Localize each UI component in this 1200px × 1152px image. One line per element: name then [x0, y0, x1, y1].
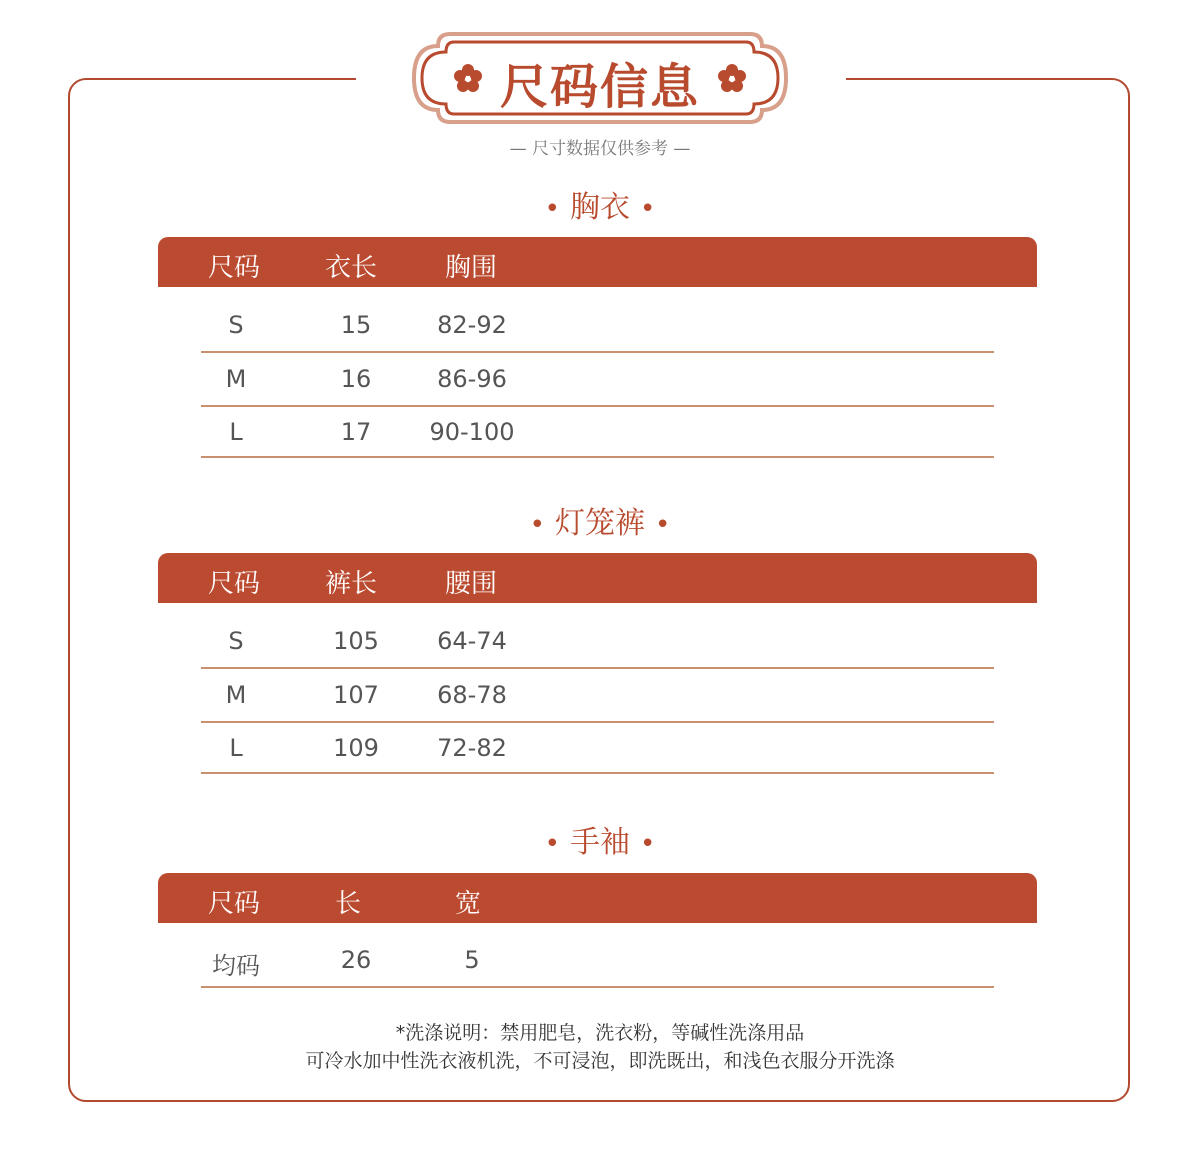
table-header [158, 553, 1037, 603]
table-cell: 82-92 [437, 311, 507, 339]
column-header: 胸围 [445, 253, 498, 283]
column-header: 宽 [455, 889, 482, 919]
table-cell: 26 [340, 946, 372, 974]
table-cell: 16 [340, 365, 372, 393]
row-divider [201, 772, 994, 774]
table-cell: 68-78 [437, 681, 507, 709]
table-cell: M [225, 365, 247, 393]
column-header: 长 [335, 889, 362, 919]
table-cell: 105 [333, 627, 379, 655]
table-cell: 109 [333, 734, 379, 762]
wash-note-line2: 可冷水加中性洗衣液机洗，不可浸泡，即洗既出，和浅色衣服分开洗涤 [305, 1050, 895, 1072]
column-header: 裤长 [325, 569, 378, 599]
column-header: 腰围 [445, 569, 498, 599]
section-title-sleeves: • 手袖 • [544, 825, 656, 860]
table-cell: 均码 [212, 952, 260, 980]
column-header: 衣长 [325, 253, 378, 283]
section-title-text: 胸衣 [570, 190, 630, 225]
row-divider [201, 351, 994, 353]
table-cell: 15 [340, 311, 372, 339]
table-cell: M [225, 681, 247, 709]
row-divider [201, 721, 994, 723]
table-cell: L [229, 418, 243, 446]
row-divider [201, 667, 994, 669]
table-cell: S [228, 627, 244, 655]
table-cell: L [229, 734, 243, 762]
section-title-bra: • 胸衣 • [544, 190, 656, 225]
table-cell: S [228, 311, 244, 339]
table-cell: 5 [464, 946, 480, 974]
row-divider [201, 405, 994, 407]
column-header: 尺码 [208, 253, 261, 283]
table-cell: 90-100 [429, 418, 515, 446]
title-badge [410, 30, 790, 126]
row-divider [201, 456, 994, 458]
wash-note-line1: *洗涤说明：禁用肥皂，洗衣粉，等碱性洗涤用品 [395, 1022, 805, 1044]
row-divider [201, 986, 994, 988]
table-cell: 17 [340, 418, 372, 446]
column-header: 尺码 [208, 569, 261, 599]
table-cell: 86-96 [437, 365, 507, 393]
table-header [158, 237, 1037, 287]
section-title-text: 灯笼裤 [555, 506, 645, 541]
table-cell: 107 [333, 681, 379, 709]
table-cell: 64-74 [437, 627, 507, 655]
page-subtitle: — 尺寸数据仅供参考 — [509, 139, 691, 159]
table-header [158, 873, 1037, 923]
section-title-text: 手袖 [570, 825, 630, 860]
section-title-pants: • 灯笼裤 • [529, 506, 671, 541]
table-cell: 72-82 [437, 734, 507, 762]
page-title: 尺码信息 [499, 59, 700, 115]
column-header: 尺码 [208, 889, 261, 919]
